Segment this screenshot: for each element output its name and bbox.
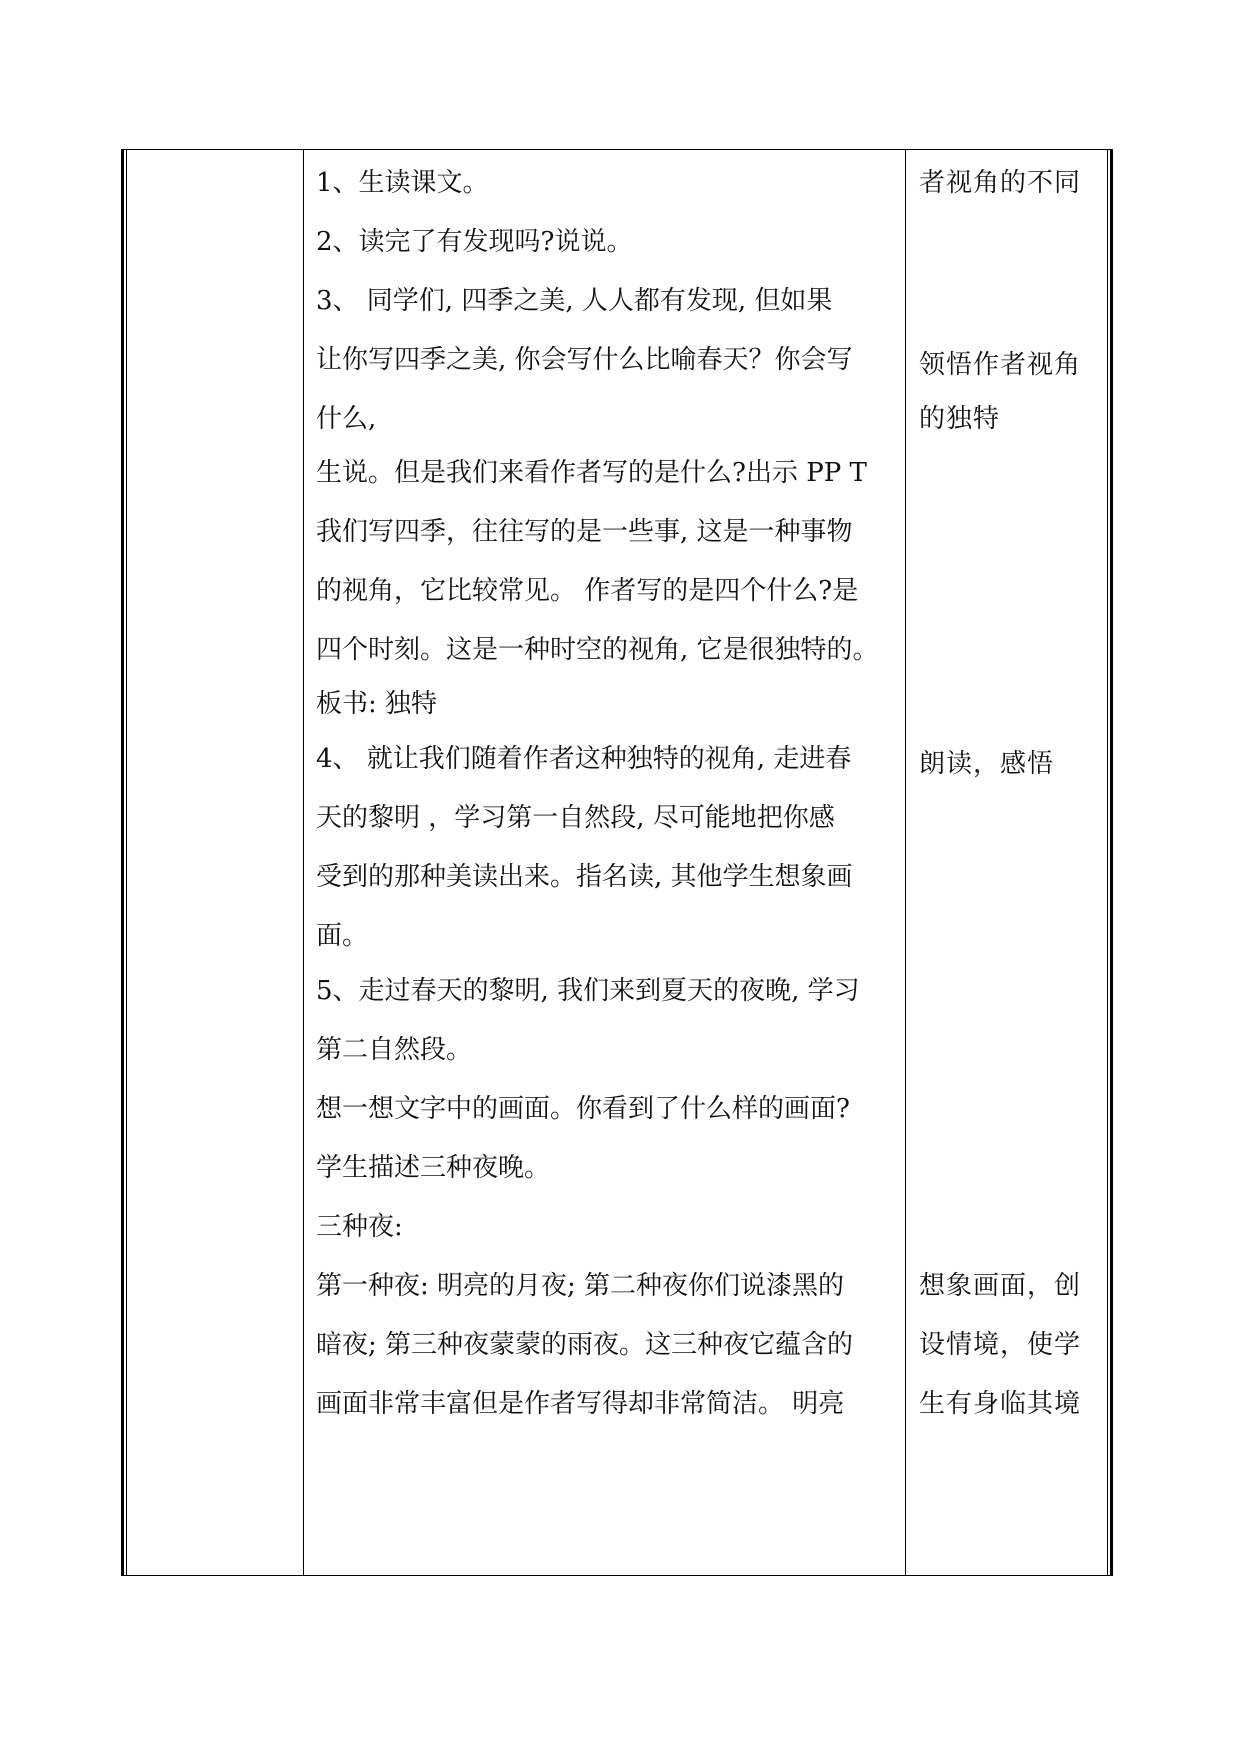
lesson-plan-table (121, 149, 1113, 1576)
process-line: 受到的那种美读出来。指名读, 其他学生想象画 (316, 862, 853, 892)
process-line: 我们写四季，往往写的是一些事, 这是一种事物 (316, 517, 853, 547)
process-line: 2、读完了有发现吗?说说。 (316, 227, 633, 257)
intent-line: 朗读，感悟 (919, 749, 1055, 779)
process-line: 让你写四季之美, 你会写什么比喻春天？你会写 (316, 345, 853, 375)
intent-line: 的独特 (919, 404, 1001, 434)
process-line: 生说。但是我们来看作者写的是什么?出示 PP T (316, 458, 867, 488)
process-line: 天的黎明 ，学习第一自然段, 尽可能地把你感 (316, 803, 835, 833)
table-right-border (1107, 150, 1113, 1575)
process-line: 暗夜; 第三种夜蒙蒙的雨夜。这三种夜它蕴含的 (316, 1330, 854, 1360)
column-divider-1 (303, 150, 304, 1575)
process-line: 想一想文字中的画面。你看到了什么样的画面? (316, 1094, 850, 1124)
process-line: 三种夜: (316, 1212, 403, 1242)
intent-line: 设情境，使学 (919, 1330, 1082, 1360)
process-line: 3、 同学们, 四季之美, 人人都有发现, 但如果 (316, 286, 833, 316)
process-line: 学生描述三种夜晚。 (316, 1153, 551, 1183)
process-line: 什么, (316, 404, 377, 434)
process-line: 的视角，它比较常见。 作者写的是四个什么?是 (316, 576, 859, 606)
process-line: 面。 (316, 921, 369, 951)
column-divider-2 (905, 150, 906, 1575)
process-line: 四个时刻。这是一种时空的视角, 它是很独特的。 (316, 635, 879, 665)
process-line: 1、生读课文。 (316, 168, 489, 198)
process-line: 板书: 独特 (316, 689, 438, 719)
process-line: 4、 就让我们随着作者这种独特的视角, 走进春 (316, 744, 852, 774)
process-line: 画面非常丰富但是作者写得却非常简洁。 明亮 (316, 1389, 845, 1419)
process-line: 第一种夜: 明亮的月夜; 第二种夜你们说漆黑的 (316, 1271, 845, 1301)
table-left-border (121, 150, 127, 1575)
intent-line: 领悟作者视角 (919, 350, 1082, 380)
intent-line: 者视角的不同 (919, 168, 1082, 198)
process-line: 5、走过春天的黎明, 我们来到夏天的夜晚, 学习 (316, 976, 860, 1006)
process-line: 第二自然段。 (316, 1035, 473, 1065)
intent-line: 想象画面，创 (919, 1271, 1082, 1301)
intent-line: 生有身临其境 (919, 1389, 1082, 1419)
